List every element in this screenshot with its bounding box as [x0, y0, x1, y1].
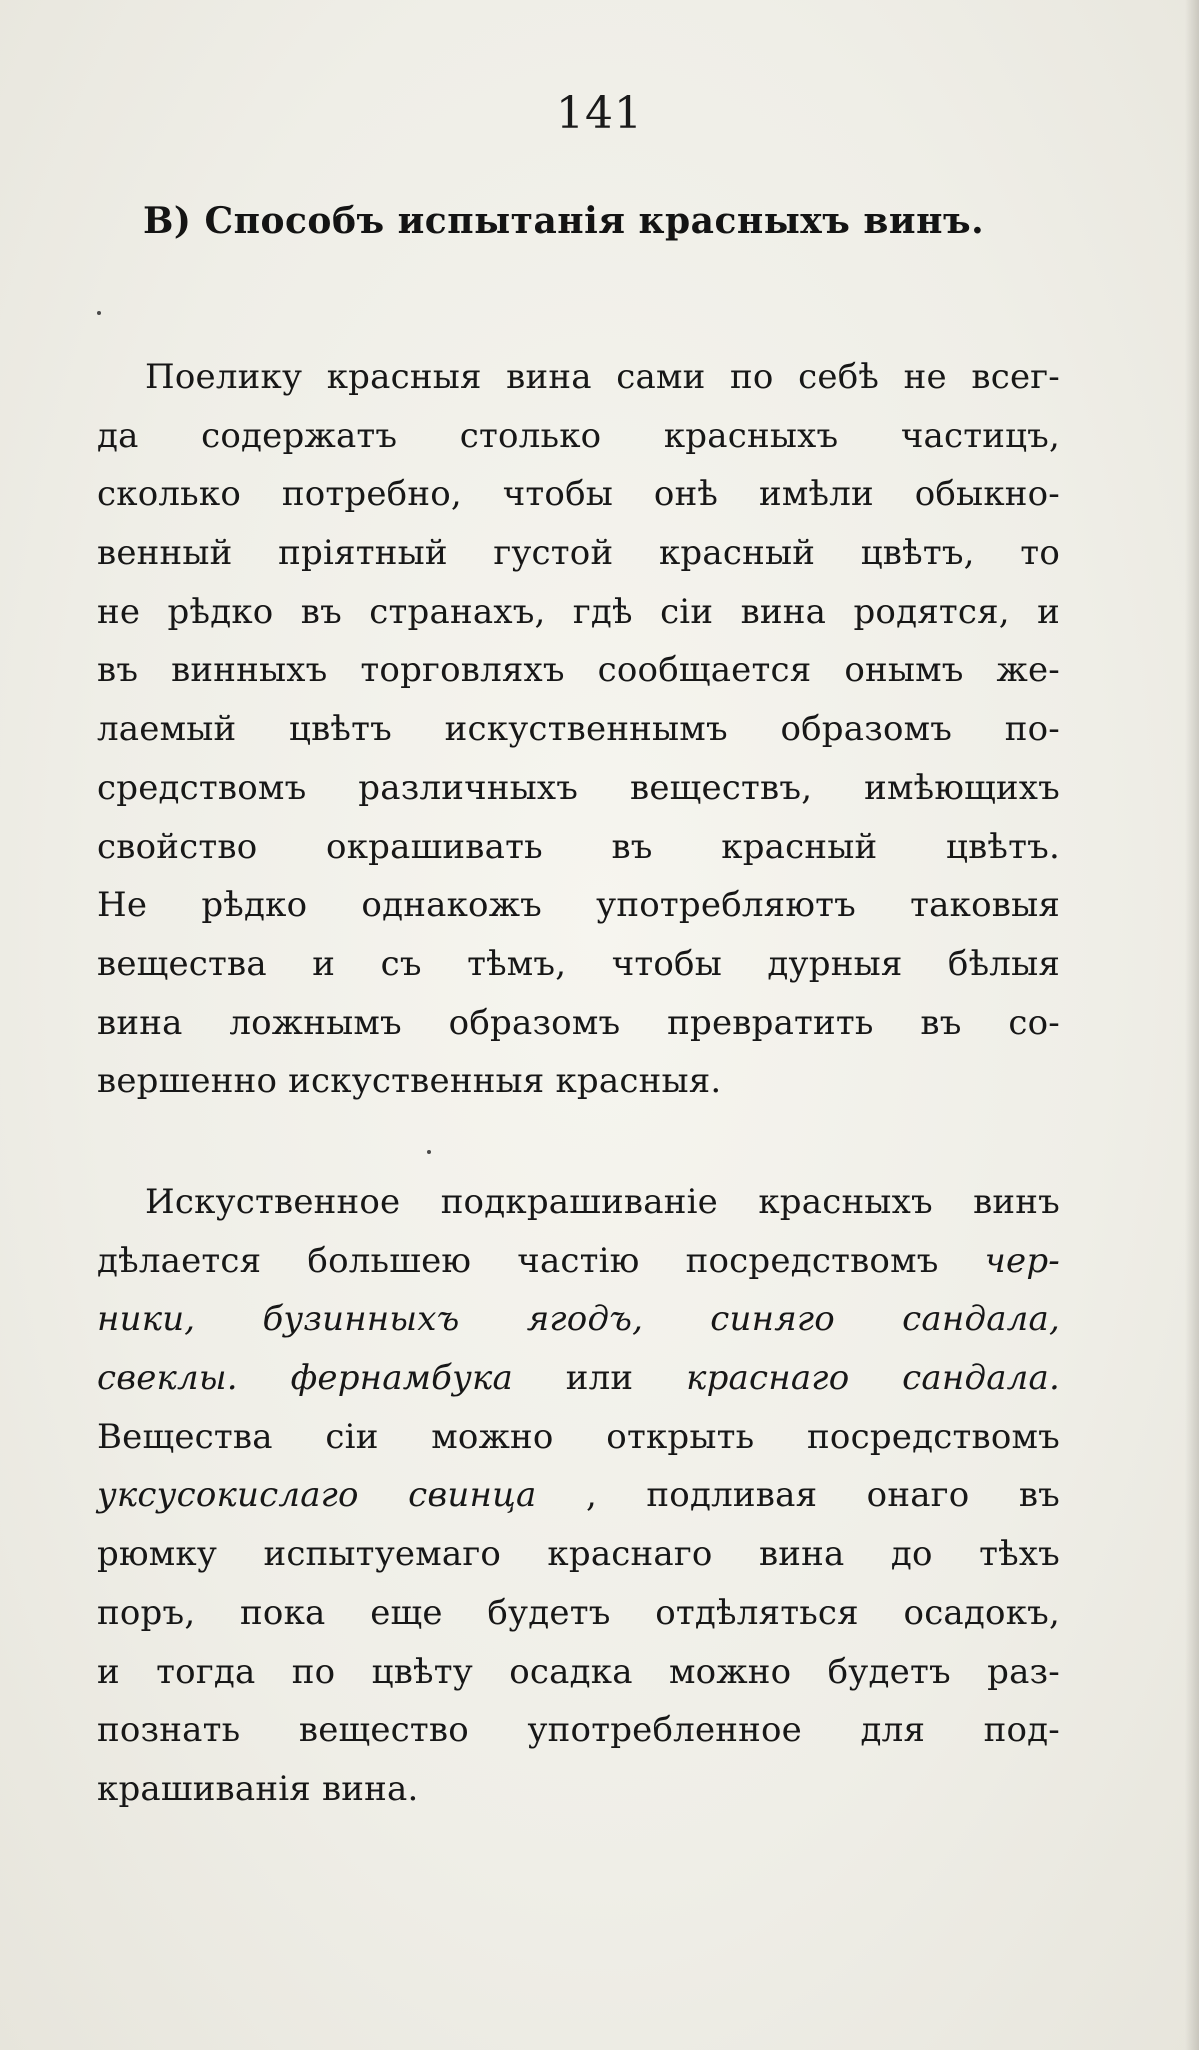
- scan-speck: [97, 311, 101, 315]
- text-line: венный пріятный густой красный цвѣтъ, то: [97, 533, 1060, 574]
- text-line: [97, 1408, 1060, 1467]
- text-line: [97, 1173, 1060, 1232]
- text-run: и тогда по цвѣту осадка можно будетъ раз-: [97, 1651, 1060, 1692]
- scan-speck: [427, 1150, 431, 1154]
- italic-run: ники, бузинныхъ ягодъ, синяго сандала,: [97, 1299, 1060, 1340]
- text-line: свойство окрашивать въ красный цвѣтъ.: [97, 826, 1060, 867]
- text-line: лаемый цвѣтъ искуственнымъ образомъ по-: [97, 709, 1060, 750]
- text-run: рюмку испытуемаго краснаго вина до тѣхъ: [97, 1534, 1060, 1575]
- text-run: крашиванія вина.: [97, 1768, 419, 1809]
- text-run: познать вещество употребленное для под-: [97, 1710, 1060, 1751]
- text-run: поръ, пока еще будетъ отдѣляться осадокъ,: [97, 1592, 1060, 1633]
- italic-run: уксусокислаго свинца: [97, 1475, 537, 1516]
- paragraph-1: [97, 348, 1060, 1111]
- page-edge-shadow: [1185, 0, 1199, 2050]
- text-run: Вещества сіи можно открыть посредствомъ: [97, 1416, 1060, 1457]
- text-line: [97, 1349, 1060, 1408]
- text-run: , подливая онаго въ: [536, 1475, 1060, 1516]
- text-line: [97, 1760, 1060, 1819]
- section-heading: В) Способъ испытанія красныхъ винъ.: [143, 200, 985, 242]
- text-line: Поелику красныя вина сами по себѣ не всег-: [145, 357, 1060, 397]
- italic-run: свеклы. фернамбука: [97, 1358, 566, 1399]
- text-line: не рѣдко въ странахъ, гдѣ сіи вина родятся, и: [97, 591, 1060, 632]
- text-line: Не рѣдко однакожъ употребляютъ таковыя: [97, 885, 1060, 926]
- text-line: средствомъ различныхъ веществъ, имѣющихъ: [97, 767, 1060, 808]
- text-line: да содержатъ столько красныхъ частицъ,: [97, 415, 1060, 456]
- text-run: Искуственное подкрашиваніе красныхъ винъ: [145, 1182, 1060, 1222]
- text-line: [97, 1701, 1060, 1760]
- italic-run: чер-: [984, 1240, 1060, 1281]
- text-line: [97, 1584, 1060, 1643]
- page-number: 141: [556, 88, 643, 139]
- text-line: [97, 1290, 1060, 1349]
- italic-run: краснаго сандала.: [686, 1358, 1060, 1399]
- text-line: вина ложнымъ образомъ превратить въ со-: [97, 1002, 1060, 1043]
- text-run: или: [565, 1358, 687, 1399]
- text-line: [97, 1643, 1060, 1702]
- text-line: сколько потребно, чтобы онѣ имѣли обыкно-: [97, 474, 1060, 515]
- paragraph-2: [97, 1173, 1060, 1819]
- text-line: вещества и съ тѣмъ, чтобы дурныя бѣлыя: [97, 943, 1060, 984]
- text-line: въ винныхъ торговляхъ сообщается онымъ же-: [97, 650, 1060, 691]
- text-line: [97, 1525, 1060, 1584]
- text-line: [97, 1232, 1060, 1291]
- text-line: вершенно искуственныя красныя.: [97, 1061, 722, 1102]
- text-line: [97, 1466, 1060, 1525]
- text-run: дѣлается большею частію посредствомъ: [97, 1240, 985, 1281]
